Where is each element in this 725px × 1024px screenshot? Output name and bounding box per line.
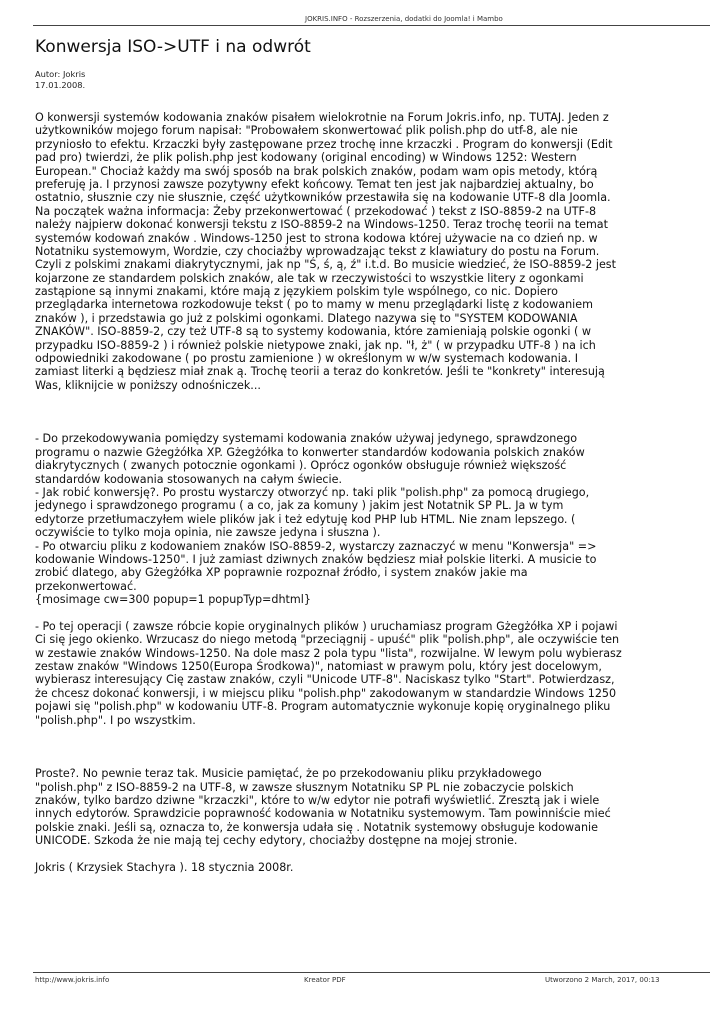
paragraph-line: przekonwertować. <box>35 579 137 593</box>
blank-line <box>35 847 700 860</box>
paragraph-line: {mosimage cw=300 popup=1 popupTyp=dhtml} <box>35 593 311 607</box>
paragraph-line: Notatniku systemowym, Wordzie, czy chociażby wprowadzając tekst z klawiatury do postu na Forum. <box>35 244 600 258</box>
paragraph-line: Czyli z polskimi znakami diakrytycznymi, jak np "Ś, ś, ą, ź" i.t.d. Bo musicie wiedzieć, że ISO-8859-2 jest <box>35 258 616 272</box>
footer-rule <box>33 972 710 973</box>
paragraph-line: O konwersji systemów kodowania znaków pisałem wielokrotnie na Forum Jokris.info, np. TUTAJ. Jeden z <box>35 111 609 124</box>
paragraph-line: kojarzone ze standardem polskich znaków, ale tak w rzeczywistości to wszystkie litery z ogonkami <box>35 271 584 285</box>
paragraph-line: standardów kodowania stosowanych na całym świecie. <box>35 472 343 486</box>
paragraph-line: systemów kodowań znaków . Windows-1250 jest to strona kodowa której używacie na co dzień np. w <box>35 231 598 245</box>
paragraph-line: odpowiedniki zakodowane ( po prostu zamienione ) w określonym w w/w systemach kodowania. I <box>35 352 579 366</box>
blank-line <box>35 406 700 419</box>
paragraph-line: preferuję ja. I przynosi zawsze pozytywny efekt końcowy. Temat ten jest jak najbardziej aktualny, bo <box>35 177 594 191</box>
blank-line <box>35 740 700 753</box>
article-author: Autor: Jokris <box>35 69 86 79</box>
blank-line <box>35 606 700 619</box>
paragraph-line: ostatnio, słusznie czy nie słusznie, część użytkowników przestawiła się na kodowanie UTF-8 dla Joomla. <box>35 191 611 205</box>
footer-generator: Kreator PDF <box>304 976 346 984</box>
paragraph-line: - Jak robić konwersję?. Po prostu wystarczy otworzyć np. taki plik "polish.php" za pomocą drugiego, <box>35 485 590 499</box>
paragraph-line: Was, kliknijcie w poniższy odnośniczek... <box>35 378 261 392</box>
paragraph-line: przyniosło to efektu. Krzaczki były zastępowane przez trochę inne krzaczki . Program do konwersji (Edit <box>35 137 613 151</box>
paragraph-line: Jokris ( Krzysiek Stachyra ). 18 stycznia 2008r. <box>35 860 294 874</box>
paragraph-line: że chcesz dokonać konwersji, i w miejscu pliku "polish.php" zakodowanym w standardzie Windows 1250 <box>35 686 617 700</box>
paragraph-line: innych edytorów. Sprawdzicie poprawność kodowania w Notatniku systemowym. Tam powinniście mieć <box>35 807 611 821</box>
paragraph-line: zastąpione są innymi znakami, które mają z językiem polskim tyle wspólnego, co nic. Dopiero <box>35 285 558 299</box>
paragraph-line: zamiast literki ą będziesz miał znak ą. Trochę teorii a teraz do konkretów. Jeśli te "konkrety" interesują <box>35 365 605 379</box>
article-date: 17.01.2008. <box>35 80 86 90</box>
paragraph-line: oczywiście to tylko moja opinia, nie zawsze jedyna i słuszna ). <box>35 526 381 540</box>
page-header: JOKRIS.INFO - Rozszerzenia, dodatki do Joomla! i Mambo <box>305 15 503 23</box>
paragraph-line: programu o nazwie Gżegżółka XP. Gżegżółka to konwerter standardów kodowania polskich znaków <box>35 445 585 459</box>
paragraph-line: edytorze przetłumaczyłem wiele plików jak i też edytuję kod PHP lub HTML. Nie znam lepszego. ( <box>35 512 576 526</box>
article-body <box>35 111 700 874</box>
paragraph-line: zrobić dlatego, aby Gżegżółka XP poprawnie rozpoznał źródło, i system znaków jakie ma <box>35 566 528 580</box>
blank-line <box>35 392 700 405</box>
paragraph-line: Na początek ważna informacja: Żeby przekonwertować ( przekodować ) tekst z ISO-8859-2 na UTF-8 <box>35 204 597 218</box>
paragraph-line: jedynego i sprawdzonego programu ( a co, jak za komuny ) jakim jest Notatnik SP PL. Ja w tym <box>35 499 564 513</box>
paragraph-line: "polish.php" z ISO-8859-2 na UTF-8, w zawsze słusznym Notatniku SP PL nie zobaczycie polskich <box>35 780 574 794</box>
blank-line <box>35 727 700 740</box>
footer-created: Utworzono 2 March, 2017, 00:13 <box>545 976 660 984</box>
paragraph-line: należy najpierw dokonać konwersji tekstu z ISO-8859-2 na Windows-1250. Teraz trochę teorii na temat <box>35 218 609 232</box>
paragraph-line: - Po otwarciu pliku z kodowaniem znaków ISO-8859-2, wystarczy zaznaczyć w menu "Konwersja" => <box>35 539 597 553</box>
paragraph-line: European." Chociaż każdy ma swój sposób na brak polskich znaków, podam wam opis metody, którą <box>35 164 598 178</box>
article-title: Konwersja ISO->UTF i na odwrót <box>35 37 311 57</box>
paragraph-line: polskie znaki. Jeśli są, oznacza to, że konwersja udała się . Notatnik systemowy obsługuje kodowanie <box>35 820 598 834</box>
paragraph-line: pad pro) twierdzi, że plik polish.php jest kodowany (original encoding) w Windows 1252: Western <box>35 151 577 165</box>
paragraph-line: - Po tej operacji ( zawsze róbcie kopie oryginalnych plików ) uruchamiasz program Gżegżółka XP i pojawi <box>35 619 618 633</box>
paragraph-line: kodowanie Windows-1250". I już zamiast dziwnych znaków będziesz miał polskie literki. A musicie to <box>35 552 597 566</box>
paragraph-line: Proste?. No pewnie teraz tak. Musicie pamiętać, że po przekodowaniu pliku przykładowego <box>35 767 542 781</box>
paragraph-line: użytkowników mojego forum napisał: "Probowałem skonwertować plik polish.php do utf-8, ale nie <box>35 124 578 138</box>
paragraph-line: ZNAKÓW". ISO-8859-2, czy też UTF-8 są to systemy kodowania, które zamieniają polskie ogonki ( w <box>35 325 591 339</box>
paragraph-line: Ci się jego okienko. Wrzucasz do niego metodą "przeciągnij - upuść" plik "polish.php", ale oczywiście ten <box>35 633 620 647</box>
paragraph-line: znaków, tylko bardzo dziwne "krzaczki", które to w/w edytor nie potrafi wyświetlić. Zresztą jak i wiele <box>35 793 600 807</box>
blank-line <box>35 419 700 432</box>
paragraph-line: pojawi się "polish.php" w kodowaniu UTF-8. Program automatycznie wykonuje kopię oryginalnego pliku <box>35 700 611 714</box>
paragraph-line: - Do przekodowywania pomiędzy systemami kodowania znaków używaj jedynego, sprawdzonego <box>35 432 578 446</box>
paragraph-line: w zestawie znaków Windows-1250. Na dole masz 2 pola typu "lista", rozwijalne. W lewym polu wybierasz <box>35 646 622 660</box>
paragraph-line: przypadku ISO-8859-2 ) i również polskie nietypowe znaki, jak np. "ł, ż" ( w przypadku UTF-8 ) na ich <box>35 338 596 352</box>
paragraph-line: zestaw znaków "Windows 1250(Europa Środkowa)", natomiast w prawym polu, który jest docelowym, <box>35 660 602 674</box>
header-rule <box>33 25 710 26</box>
paragraph-line: przeglądarka internetowa rozkodowuje tekst ( po to mamy w menu przeglądarki listę z kodowaniem <box>35 298 593 312</box>
paragraph-line: wybierasz interesujący Cię zastaw znaków, czyli "Unicode UTF-8". Naciskasz tylko "Start". Potwierdzasz, <box>35 673 615 687</box>
paragraph-line: "polish.php". I po wszystkim. <box>35 713 196 727</box>
paragraph-line: znaków ), i przedstawia go już z polskimi ogonkami. Dlatego nazywa się to "SYSTEM KODOWANIA <box>35 311 578 325</box>
paragraph-line: UNICODE. Szkoda że nie mają tej cechy edytory, chociażby dostępne na mojej stronie. <box>35 834 518 848</box>
paragraph-line: diakrytycznych ( zwanych potocznie ogonkami ). Oprócz ogonków obsługuje również większość <box>35 459 567 473</box>
blank-line <box>35 754 700 767</box>
footer-url: http://www.jokris.info <box>35 976 110 984</box>
